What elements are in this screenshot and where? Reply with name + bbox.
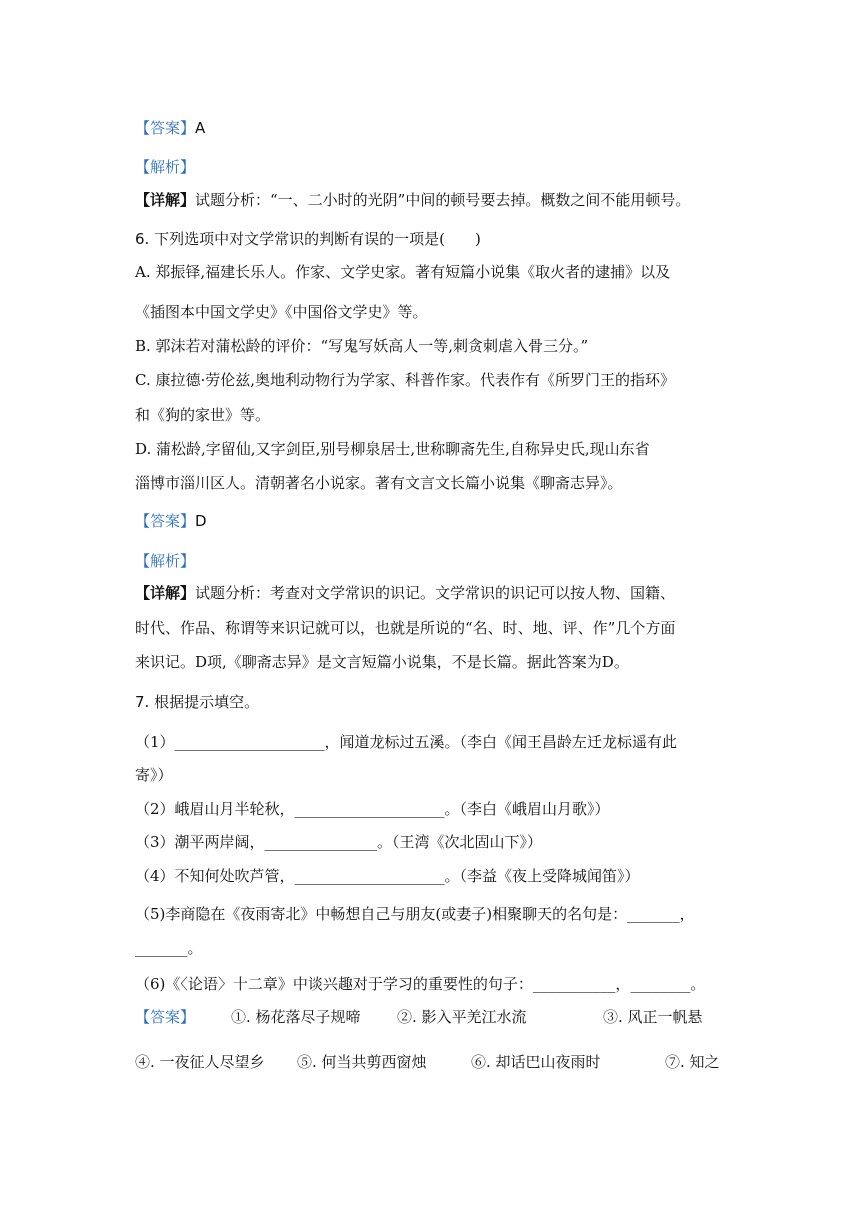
question-stem: 下列选项中对文学常识的判断有误的一项是( ): [154, 230, 481, 248]
q7-item-line: （4）不知何处吹芦管，____________________。（李益《夜上受降城闻笛》）: [135, 867, 640, 885]
q6-detail: [135, 583, 675, 603]
answer-value: A: [195, 119, 206, 137]
q7-item-line: （2）峨眉山月半轮秋，____________________。（李白《峨眉山月歌》）: [135, 800, 610, 818]
q6-answer: [135, 511, 207, 531]
q7-answer-row-2: [135, 1052, 735, 1074]
q7-item-line: _______。: [135, 939, 203, 957]
answer-item: ⑤. 何当共剪西窗烛: [297, 1053, 427, 1071]
question-stem: 根据提示填空。: [154, 693, 260, 711]
detail-tag: 【详解】: [135, 191, 196, 209]
answer-item: ③. 风正一帆悬: [603, 1008, 703, 1026]
answer-value: D: [195, 512, 207, 530]
q5-detail: [135, 190, 690, 210]
q6-detail-line: 来识记。D项,《聊斋志异》是文言短篇小说集，不是长篇。据此答案为D。: [135, 653, 629, 671]
q6-stem: [135, 229, 481, 249]
q7-item-line: （1）____________________，闻道龙标过五溪。（李白《闻王昌龄左迁龙标遥有此: [135, 733, 678, 751]
question-number: 6.: [135, 230, 150, 248]
q6-option-line: 和《狗的家世》等。: [135, 406, 271, 424]
q6-analysis-tag: 【解析】: [135, 552, 196, 570]
q7-stem: [135, 692, 259, 712]
q6-option-line: D. 蒲松龄,字留仙,又字剑臣,别号柳泉居士,世称聊斋先生,自称异史氏,现山东省: [135, 440, 650, 458]
q6-option-line: B. 郭沫若对蒲松龄的评价：“写鬼写妖高人一等,刺贪刺虐入骨三分。”: [135, 337, 589, 355]
q5-answer: [135, 118, 205, 138]
answer-item: ②. 影入平羌江水流: [397, 1008, 527, 1026]
answer-tag: 【答案】: [135, 512, 196, 530]
answer-item: ①. 杨花落尽子规啼: [231, 1008, 361, 1026]
answer-item: ④. 一夜征人尽望乡: [135, 1053, 265, 1071]
answer-item: ⑥. 却话巴山夜雨时: [471, 1053, 601, 1071]
q5-analysis-tag: 【解析】: [135, 158, 196, 176]
q7-item-line: 寄》）: [135, 766, 173, 784]
question-number: 7.: [135, 693, 150, 711]
q6-option-line: C. 康拉德·劳伦兹,奥地利动物行为学家、科普作家。代表作有《所罗门王的指环》: [135, 371, 676, 389]
answer-item: ⑦. 知之: [665, 1053, 720, 1071]
answer-tag: 【答案】: [135, 1008, 196, 1026]
q7-item-line: （3）潮平两岸阔，_______________。（王湾《次北固山下》）: [135, 833, 543, 851]
q6-option-line: 淄博市淄川区人。清朝著名小说家。著有文言文长篇小说集《聊斋志异》。: [135, 474, 623, 492]
detail-text: 试题分析：考查对文学常识的识记。文学常识的识记可以按人物、国籍、: [195, 584, 676, 602]
q7-item-line: （5)李商隐在《夜雨寄北》中畅想自己与朋友(或妻子)相聚聊天的名句是：_______，: [135, 905, 695, 923]
detail-tag: 【详解】: [135, 584, 196, 602]
q6-option-line: A. 郑振铎,福建长乐人。作家、文学史家。著有短篇小说集《取火者的逮捕》以及: [135, 263, 671, 281]
q7-answer-row-1: [135, 1007, 735, 1029]
q6-option-line: 《插图本中国文学史》《中国俗文学史》等。: [135, 303, 428, 321]
q7-item-line: （6)《〈论语〉十二章》中谈兴趣对于学习的重要性的句子：___________，________。: [135, 975, 706, 993]
detail-text: 试题分析：“一、二小时的光阴”中间的顿号要去掉。概数之间不能用顿号。: [195, 191, 691, 209]
answer-tag: 【答案】: [135, 119, 196, 137]
q6-detail-line: 时代、作品、称谓等来识记就可以，也就是所说的“名、时、地、评、作”几个方面: [135, 619, 676, 637]
